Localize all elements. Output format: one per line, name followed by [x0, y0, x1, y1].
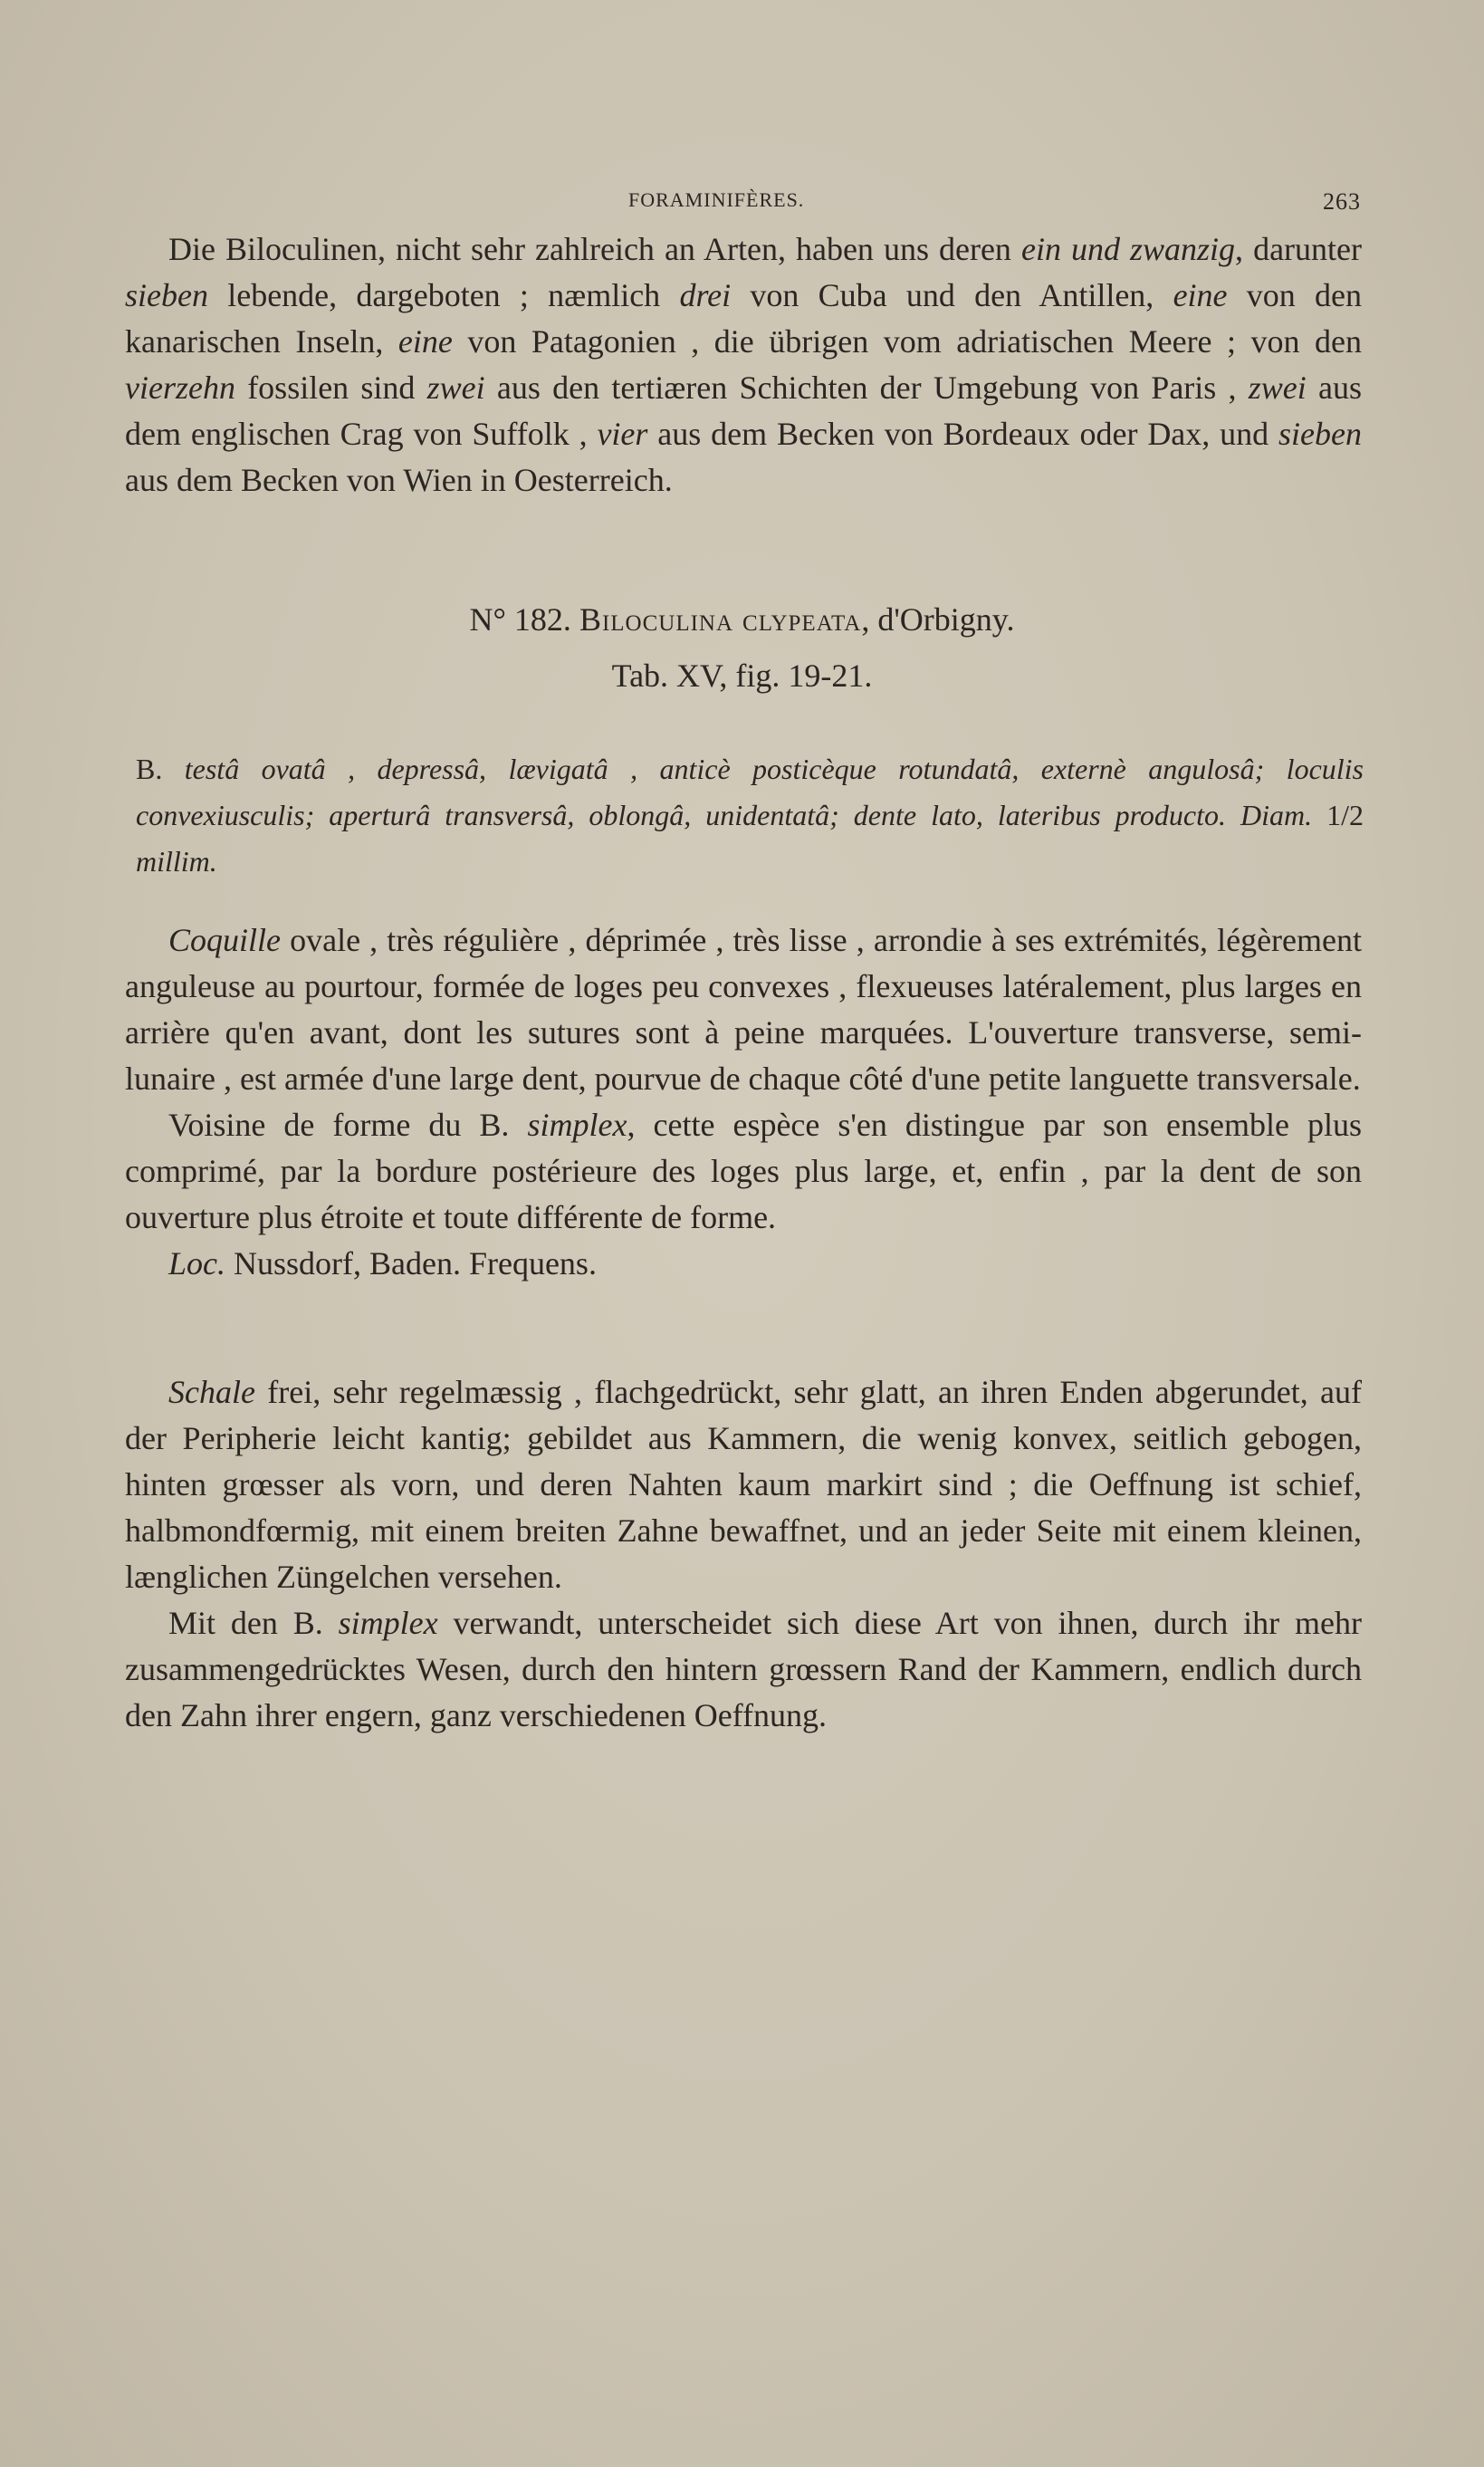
- emphasis: simplex: [338, 1605, 438, 1641]
- text-run: ovale , très régulière , déprimée , très lisse , arrondie à ses extrémités, légèrement anguleuse au pourtour, formée de loges peu convexes , flexueuses latéralement, plus larges en arrière qu'en avant, dont les sutures sont à peine marquées. L'ouverture transverse, semi-lunaire , est armée d'une large dent, pourvue de chaque côté d'une petite languette transversale.: [125, 922, 1362, 1097]
- text-run: fossilen sind: [235, 370, 427, 406]
- species-number: N° 182.: [469, 601, 571, 638]
- emphasis: vier: [597, 416, 648, 452]
- species-author: , d'Orbigny.: [861, 601, 1015, 638]
- emphasis: Loc.: [168, 1245, 225, 1281]
- french-paragraph-2: [125, 1102, 1362, 1241]
- german-paragraph-1: [125, 1369, 1362, 1600]
- french-description: [125, 917, 1362, 1287]
- latin-diagnosis: [136, 746, 1364, 885]
- latin-diameter: 1/2: [1326, 799, 1364, 831]
- emphasis: zwei: [426, 370, 485, 406]
- text-run: von Cuba und den Antillen,: [731, 277, 1173, 313]
- emphasis: eine: [397, 323, 453, 360]
- text-run: von Patagonien , die übrigen vom adriatischen Meere ; von den: [452, 323, 1362, 360]
- emphasis: Coquille: [168, 922, 281, 958]
- species-name: Biloculina clypeata: [579, 601, 862, 638]
- emphasis: zwei: [1248, 370, 1307, 406]
- emphasis: sieben: [125, 277, 208, 313]
- german-description: [125, 1369, 1362, 1739]
- latin-unit: millim.: [136, 845, 217, 878]
- text-run: Mit den B.: [168, 1605, 339, 1641]
- text-run: Nussdorf, Baden. Frequens.: [225, 1245, 597, 1281]
- latin-genus: B.: [136, 753, 163, 785]
- emphasis: Schale: [168, 1374, 255, 1410]
- emphasis: ein und zwanzig: [1020, 231, 1236, 267]
- text-run: aus dem Becken von Bordeaux oder Dax, und: [647, 416, 1279, 452]
- german-paragraph-2: [125, 1600, 1362, 1739]
- text-run: lebende, dargeboten ; næmlich: [207, 277, 680, 313]
- text-run: Voisine de forme du B.: [168, 1107, 528, 1143]
- text-run: frei, sehr regelmæssig , flachgedrückt, sehr glatt, an ihren Enden abgerundet, auf der Peripherie leicht kantig; gebildet aus Kammern, die wenig konvex, seitlich gebogen, hinten grœsser als vorn, und deren Nahten kaum markirt sind ; die Oeffnung ist schief, halbmondfœrmig, mit einem breiten Zahne bewaffnet, und an jeder Seite mit einem kleinen, længlichen Züngelchen versehen.: [125, 1374, 1362, 1595]
- page-number: 263: [1323, 188, 1361, 215]
- latin-text: testâ ovatâ , depressâ, lævigatâ , anticè posticèque rotundatâ, externè angulosâ; loculis convexiusculis; aperturâ transversâ, oblongâ, unidentatâ; dente lato, lateribus producto. Diam.: [136, 753, 1364, 831]
- german-intro-text: [125, 226, 1362, 504]
- emphasis: sieben: [1278, 416, 1362, 452]
- text-run: , darunter: [1235, 231, 1363, 267]
- emphasis: simplex: [527, 1107, 627, 1143]
- plate-reference: Tab. XV, fig. 19-21.: [611, 658, 873, 694]
- species-heading: [0, 592, 1484, 647]
- french-locality: [125, 1241, 1362, 1287]
- text-run: aus den tertiæren Schichten der Umgebung von Paris ,: [484, 370, 1249, 406]
- german-intro-paragraph: [125, 226, 1362, 504]
- french-paragraph-1: [125, 917, 1362, 1102]
- emphasis: drei: [679, 277, 732, 313]
- text-run: von den kanarischen Inseln,: [125, 277, 1363, 360]
- emphasis: vierzehn: [125, 370, 235, 406]
- text-run: , cette espèce s'en distingue par son ensemble plus comprimé, par la bordure postérieure des loges plus large, et, enfin , par la dent de son ouverture plus étroite et toute différente de forme.: [125, 1107, 1363, 1235]
- text-run: aus dem englischen Crag von Suffolk ,: [125, 370, 1362, 452]
- emphasis: eine: [1173, 277, 1228, 313]
- running-title: FORAMINIFÈRES.: [628, 188, 805, 211]
- text-run: verwandt, unterscheidet sich diese Art von ihnen, durch ihr mehr zusammengedrücktes Wesen, durch den hintern grœssern Rand der Kammern, endlich durch den Zahn ihrer engern, ganz verschiedenen Oeffnung.: [125, 1605, 1362, 1733]
- text-run: aus dem Becken von Wien in Oesterreich.: [125, 462, 673, 498]
- text-run: Die Biloculinen, nicht sehr zahlreich an Arten, haben uns deren: [168, 231, 1021, 267]
